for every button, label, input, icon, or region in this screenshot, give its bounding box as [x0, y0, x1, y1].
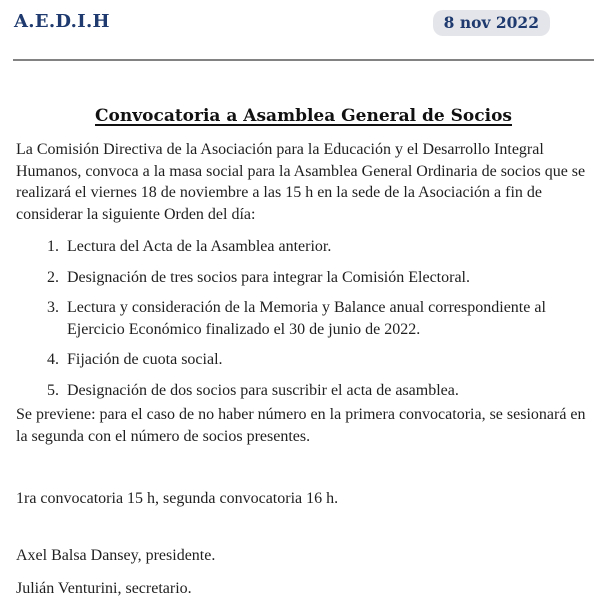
- schedule-paragraph: 1ra convocatoria 15 h, segunda convocatoria 16 h.: [16, 490, 339, 507]
- org-title: A.E.D.I.H: [14, 11, 110, 32]
- document-body: [0, 105, 607, 600]
- date-badge: 8 nov 2022: [433, 10, 550, 36]
- page-header: [0, 0, 607, 36]
- agenda-item-1: 1. Lectura del Acta de la Asamblea anterior.: [63, 236, 591, 258]
- agenda-list: [16, 236, 591, 401]
- header-divider: [13, 59, 594, 61]
- agenda-item-4: 4. Fijación de cuota social.: [63, 349, 591, 371]
- signature-president: Axel Balsa Dansey, presidente.: [16, 546, 216, 564]
- notice-paragraph: Se previene: para el caso de no haber número en la primera convocatoria, se sesionará en la segunda con el número de socios presentes.: [16, 406, 586, 445]
- agenda-item-2: 2. Designación de tres socios para integrar la Comisión Electoral.: [63, 267, 591, 289]
- document-title: Convocatoria a Asamblea General de Socios: [95, 106, 512, 126]
- agenda-item-5: 5. Designación de dos socios para suscribir el acta de asamblea.: [63, 380, 591, 402]
- intro-paragraph: La Comisión Directiva de la Asociación para la Educación y el Desarrollo Integral Humanos, convoca a la masa social para la Asamblea General Ordinaria de socios que se realizará el viernes 18 de noviembre a las 15 h en la sede de la Asociación a fin de considerar la siguiente Orden del día:: [16, 141, 586, 223]
- signature-secretary: Julián Venturini, secretario.: [16, 580, 192, 597]
- agenda-item-3: 3. Lectura y consideración de la Memoria y Balance anual correspondiente al Ejercicio Económico finalizado el 30 de junio de 2022.: [63, 297, 591, 340]
